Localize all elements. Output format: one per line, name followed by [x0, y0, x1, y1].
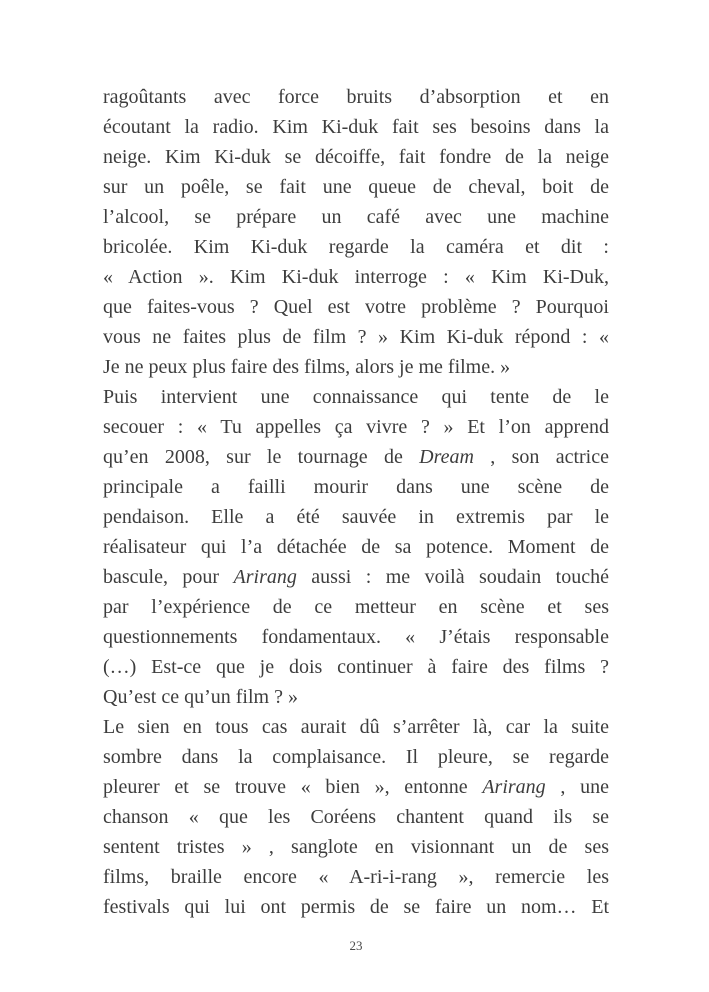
- text-line: [103, 352, 609, 382]
- text-line: [103, 712, 609, 742]
- text-line: [103, 532, 609, 562]
- text-line: [103, 262, 609, 292]
- text-line: [103, 682, 609, 712]
- text-line: [103, 292, 609, 322]
- text-line: [103, 412, 609, 442]
- text-run: l’alcool, se prépare un café avec une machine: [103, 206, 609, 228]
- text-run: sur un poêle, se fait une queue de cheval, boit de: [103, 176, 609, 198]
- film-title-italic: Arirang: [482, 776, 546, 798]
- text-line: [103, 862, 609, 892]
- page-text-block: [103, 82, 609, 922]
- text-run: (…) Est-ce que je dois continuer à faire des films ?: [103, 656, 609, 678]
- text-run: bascule, pour: [103, 566, 234, 588]
- text-run: festivals qui lui ont permis de se faire un nom… Et: [103, 896, 609, 918]
- text-run: neige. Kim Ki-duk se décoiffe, fait fondre de la neige: [103, 146, 609, 168]
- text-run: , une: [545, 776, 609, 798]
- text-run: secouer : « Tu appelles ça vivre ? » Et l’on apprend: [103, 416, 609, 438]
- text-line: [103, 142, 609, 172]
- text-run: qu’en 2008, sur le tournage de: [103, 446, 420, 468]
- text-line: [103, 382, 609, 412]
- text-run: Je ne peux plus faire des films, alors je me filme. »: [103, 356, 511, 378]
- text-line: [103, 832, 609, 862]
- film-title-italic: Dream: [419, 446, 474, 468]
- text-run: Le sien en tous cas aurait dû s’arrêter là, car la suite: [103, 716, 609, 738]
- text-run: Qu’est ce qu’un film ? »: [103, 686, 298, 708]
- film-title-italic: Arirang: [233, 566, 297, 588]
- text-line: [103, 742, 609, 772]
- text-run: « Action ». Kim Ki-duk interroge : « Kim Ki-Duk,: [103, 266, 609, 288]
- text-run: que faites-vous ? Quel est votre problème ? Pourquoi: [103, 296, 609, 318]
- text-line: [103, 892, 609, 922]
- text-line: [103, 172, 609, 202]
- text-run: principale a failli mourir dans une scène de: [103, 476, 609, 498]
- text-line: [103, 802, 609, 832]
- text-line: [103, 112, 609, 142]
- text-line: [103, 82, 609, 112]
- text-line: [103, 652, 609, 682]
- text-run: vous ne faites plus de film ? » Kim Ki-duk répond : «: [103, 326, 609, 348]
- text-line: [103, 472, 609, 502]
- text-run: Puis intervient une connaissance qui tente de le: [103, 386, 609, 408]
- page-number: 23: [349, 938, 363, 953]
- text-run: , son actrice: [473, 446, 609, 468]
- text-line: [103, 622, 609, 652]
- text-run: films, braille encore « A-ri-i-rang », remercie les: [103, 866, 609, 888]
- text-run: sentent tristes » , sanglote en visionnant un de ses: [103, 836, 609, 858]
- text-line: [103, 502, 609, 532]
- text-run: par l’expérience de ce metteur en scène et ses: [103, 596, 609, 618]
- text-run: réalisateur qui l’a détachée de sa potence. Moment de: [103, 536, 609, 558]
- text-line: [103, 322, 609, 352]
- text-run: pleurer et se trouve « bien », entonne: [103, 776, 483, 798]
- text-run: questionnements fondamentaux. « J’étais responsable: [103, 626, 609, 648]
- text-line: [103, 202, 609, 232]
- text-run: aussi : me voilà soudain touché: [296, 566, 609, 588]
- text-line: [103, 562, 609, 592]
- text-run: ragoûtants avec force bruits d’absorption et en: [103, 86, 609, 108]
- text-run: écoutant la radio. Kim Ki-duk fait ses besoins dans la: [103, 116, 609, 138]
- text-run: pendaison. Elle a été sauvée in extremis par le: [103, 506, 609, 528]
- text-line: [103, 592, 609, 622]
- text-run: sombre dans la complaisance. Il pleure, se regarde: [103, 746, 609, 768]
- text-line: [103, 442, 609, 472]
- text-run: bricolée. Kim Ki-duk regarde la caméra et dit :: [103, 236, 609, 258]
- text-run: chanson « que les Coréens chantent quand ils se: [103, 806, 609, 828]
- text-line: [103, 232, 609, 262]
- text-line: [103, 772, 609, 802]
